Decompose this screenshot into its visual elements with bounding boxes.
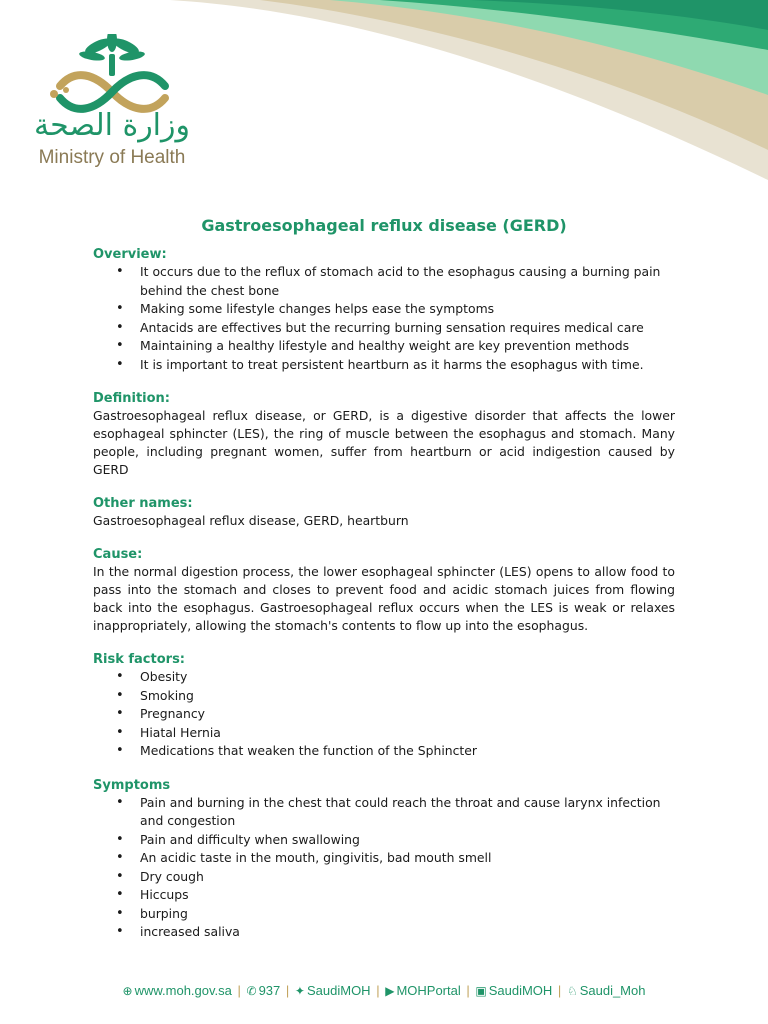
risk-factors-heading: Risk factors: <box>93 652 186 667</box>
list-item: • It occurs due to the reflux of stomach acid to the esophagus causing a burning pain behind the chest bone <box>140 263 675 300</box>
footer-contact-bar <box>0 983 768 998</box>
footer-phone[interactable]: 937 <box>258 983 281 998</box>
footer-website-link[interactable]: www.moh.gov.sa <box>134 983 232 998</box>
list-item: • It is important to treat persistent heartburn as it harms the esophagus with time. <box>140 356 675 375</box>
document-body <box>93 214 675 942</box>
footer-divider: | <box>376 983 380 998</box>
youtube-icon: ▶ <box>385 984 395 998</box>
document-title: Gastroesophageal reflux disease (GERD) <box>201 216 567 235</box>
list-item: • Making some lifestyle changes helps ease the symptoms <box>140 300 675 319</box>
logo-english-name: Ministry of Health <box>38 147 186 168</box>
footer-divider: | <box>285 983 290 998</box>
list-item: • Hiatal Hernia <box>140 724 675 743</box>
twitter-icon: ✦ <box>294 984 305 998</box>
overview-list <box>93 263 675 374</box>
definition-text: Gastroesophageal reflux disease, or GERD, is a digestive disorder that affects the lower esophageal sphincter (LES), the ring of muscle between the esophagus and stomach. Many people, including pregnant women, suffer from heartburn or acid indigestion caused by GERD <box>93 408 675 477</box>
facebook-icon: ▣ <box>475 984 487 998</box>
other-names-heading: Other names: <box>93 496 193 511</box>
footer-twitter-link[interactable]: SaudiMOH <box>306 983 371 998</box>
footer-divider: | <box>557 983 562 998</box>
footer-youtube-link[interactable]: MOHPortal <box>396 983 461 998</box>
list-item: • Obesity <box>140 668 675 687</box>
list-item: • Dry cough <box>140 868 675 887</box>
footer-divider: | <box>466 983 470 998</box>
list-item: • Pregnancy <box>140 705 675 724</box>
footer-snapchat-link[interactable]: Saudi_Moh <box>579 983 646 998</box>
list-item: • Medications that weaken the function of the Sphincter <box>140 742 675 761</box>
list-item: • Antacids are effectives but the recurring burning sensation requires medical care <box>140 319 675 338</box>
risk-factors-list <box>93 668 675 761</box>
footer-facebook-link[interactable]: SaudiMOH <box>488 983 553 998</box>
list-item: • Maintaining a healthy lifestyle and healthy weight are key prevention methods <box>140 337 675 356</box>
other-names-text: Gastroesophageal reflux disease, GERD, heartburn <box>93 513 409 528</box>
cause-heading: Cause: <box>93 547 143 562</box>
list-item: • Hiccups <box>140 886 675 905</box>
globe-icon: ⊕ <box>122 984 133 998</box>
cause-text: In the normal digestion process, the lower esophageal sphincter (LES) opens to allow food to pass into the stomach and closes to prevent food and acidic stomach juices from flowing back into the esophagus. Gastroesophageal reflux occurs when the LES is weak or relaxes inappropriately, allowing the stomach's contents to flow up into the esophagus. <box>93 564 675 633</box>
footer-divider: | <box>237 983 241 998</box>
list-item: • burping <box>140 905 675 924</box>
overview-heading: Overview: <box>93 247 167 262</box>
logo-arabic-name: وزارة الصحة <box>34 108 190 143</box>
symptoms-heading: Symptoms <box>93 777 171 793</box>
phone-icon: ✆ <box>246 984 257 998</box>
list-item: • An acidic taste in the mouth, gingivitis, bad mouth smell <box>140 849 675 868</box>
definition-heading: Definition: <box>93 391 171 406</box>
list-item: • Pain and difficulty when swallowing <box>140 831 675 850</box>
list-item: • Pain and burning in the chest that could reach the throat and cause larynx infection and congestion <box>140 794 675 831</box>
list-item: • Smoking <box>140 687 675 706</box>
list-item: • increased saliva <box>140 923 675 942</box>
symptoms-list <box>93 794 675 942</box>
snapchat-icon: ♘ <box>566 984 578 998</box>
